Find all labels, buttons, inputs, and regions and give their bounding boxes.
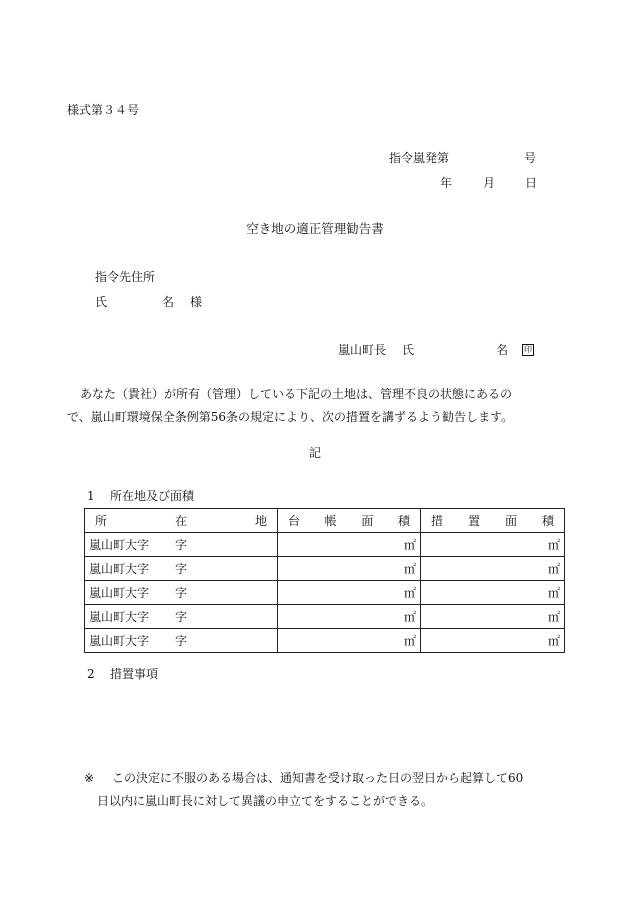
- section-1-number: 1: [87, 489, 95, 503]
- cell-measure-area: [421, 581, 565, 605]
- cell-location: [85, 557, 278, 581]
- form-number: 様式第３４号: [67, 103, 140, 117]
- header-location-char: 地: [254, 514, 267, 528]
- section-2-label: 措置事項: [110, 667, 159, 681]
- issuer-name-2: 名: [496, 343, 509, 357]
- recipient-name-1: 氏: [95, 295, 108, 309]
- seal-icon: 印: [524, 345, 532, 354]
- header-ledger-area: [278, 509, 421, 533]
- location-oaza: 嵐山町大字: [89, 538, 150, 552]
- unit-sqm: ㎡: [403, 562, 416, 576]
- table-row: [85, 629, 565, 653]
- section-1-heading: [87, 489, 195, 503]
- body-line-2: で、嵐山町環境保全条例第56条の規定により、次の措置を講ずるよう勧告します。: [67, 410, 514, 424]
- unit-sqm: ㎡: [547, 538, 560, 552]
- header-location-char: 在: [174, 514, 187, 528]
- cell-location: [85, 581, 278, 605]
- recipient-honorific: 様: [190, 295, 203, 309]
- unit-sqm: ㎡: [403, 634, 416, 648]
- land-area-table: [84, 508, 565, 653]
- table-row: [85, 581, 565, 605]
- body-line-1: あなた（貴社）が所有（管理）している下記の土地は、管理不良の状態にあるの: [80, 387, 513, 401]
- section-1-label: 所在地及び面積: [110, 489, 195, 503]
- location-oaza: 嵐山町大字: [89, 634, 150, 648]
- unit-sqm: ㎡: [403, 586, 416, 600]
- unit-sqm: ㎡: [403, 610, 416, 624]
- header-location-char: 所: [95, 514, 108, 528]
- cell-location: [85, 533, 278, 557]
- unit-sqm: ㎡: [547, 634, 560, 648]
- header-measure-char: 措: [431, 514, 444, 528]
- location-aza: 字: [175, 610, 188, 624]
- cell-measure-area: [421, 605, 565, 629]
- location-aza: 字: [175, 586, 188, 600]
- section-2-number: 2: [87, 667, 95, 681]
- recipient-address-label: 指令先住所: [95, 270, 156, 284]
- header-measure-area: [421, 509, 565, 533]
- location-oaza: 嵐山町大字: [89, 610, 150, 624]
- order-number: [389, 151, 537, 165]
- cell-measure-area: [421, 557, 565, 581]
- document-title: 空き地の適正管理勧告書: [246, 221, 384, 236]
- table-header-row: [85, 509, 565, 533]
- cell-measure-area: [421, 629, 565, 653]
- date-day: 日: [525, 176, 538, 190]
- cell-ledger-area: [278, 533, 421, 557]
- header-ledger-char: 台: [288, 514, 301, 528]
- cell-ledger-area: [278, 557, 421, 581]
- recipient-name: [95, 295, 203, 309]
- unit-sqm: ㎡: [547, 610, 560, 624]
- ki-heading: 記: [308, 446, 321, 460]
- issuer-title: 嵐山町長: [338, 343, 387, 357]
- header-measure-char: 積: [541, 514, 554, 528]
- header-ledger-char: 面: [361, 514, 374, 528]
- appeal-note: [84, 767, 564, 813]
- location-oaza: 嵐山町大字: [89, 562, 150, 576]
- cell-measure-area: [421, 533, 565, 557]
- location-aza: 字: [175, 538, 188, 552]
- header-measure-char: 面: [504, 514, 517, 528]
- recipient-name-2: 名: [162, 295, 175, 309]
- unit-sqm: ㎡: [547, 562, 560, 576]
- header-ledger-char: 帳: [324, 514, 337, 528]
- unit-sqm: ㎡: [547, 586, 560, 600]
- cell-ledger-area: [278, 581, 421, 605]
- unit-sqm: ㎡: [403, 538, 416, 552]
- table-row: [85, 557, 565, 581]
- order-number-suffix: 号: [524, 151, 537, 165]
- cell-ledger-area: [278, 629, 421, 653]
- cell-location: [85, 629, 278, 653]
- header-ledger-char: 積: [397, 514, 410, 528]
- cell-location: [85, 605, 278, 629]
- header-location: [85, 509, 278, 533]
- location-oaza: 嵐山町大字: [89, 586, 150, 600]
- note-line-2: 日以内に嵐山町長に対して異議の申立てをすることができる。: [97, 794, 434, 808]
- location-aza: 字: [175, 562, 188, 576]
- order-number-prefix: 指令嵐発第: [389, 151, 450, 165]
- note-line-1: この決定に不服のある場合は、通知書を受け取った日の翌日から起算して60: [112, 771, 524, 785]
- date-year: 年: [440, 176, 453, 190]
- date-month: 月: [483, 176, 496, 190]
- cell-ledger-area: [278, 605, 421, 629]
- table-row: [85, 533, 565, 557]
- recommendation-body: [67, 383, 565, 429]
- note-mark: ※: [84, 771, 95, 785]
- table-row: [85, 605, 565, 629]
- issuer-name-1: 氏: [402, 343, 415, 357]
- header-measure-char: 置: [467, 514, 480, 528]
- section-2-heading: [87, 667, 159, 681]
- location-aza: 字: [175, 634, 188, 648]
